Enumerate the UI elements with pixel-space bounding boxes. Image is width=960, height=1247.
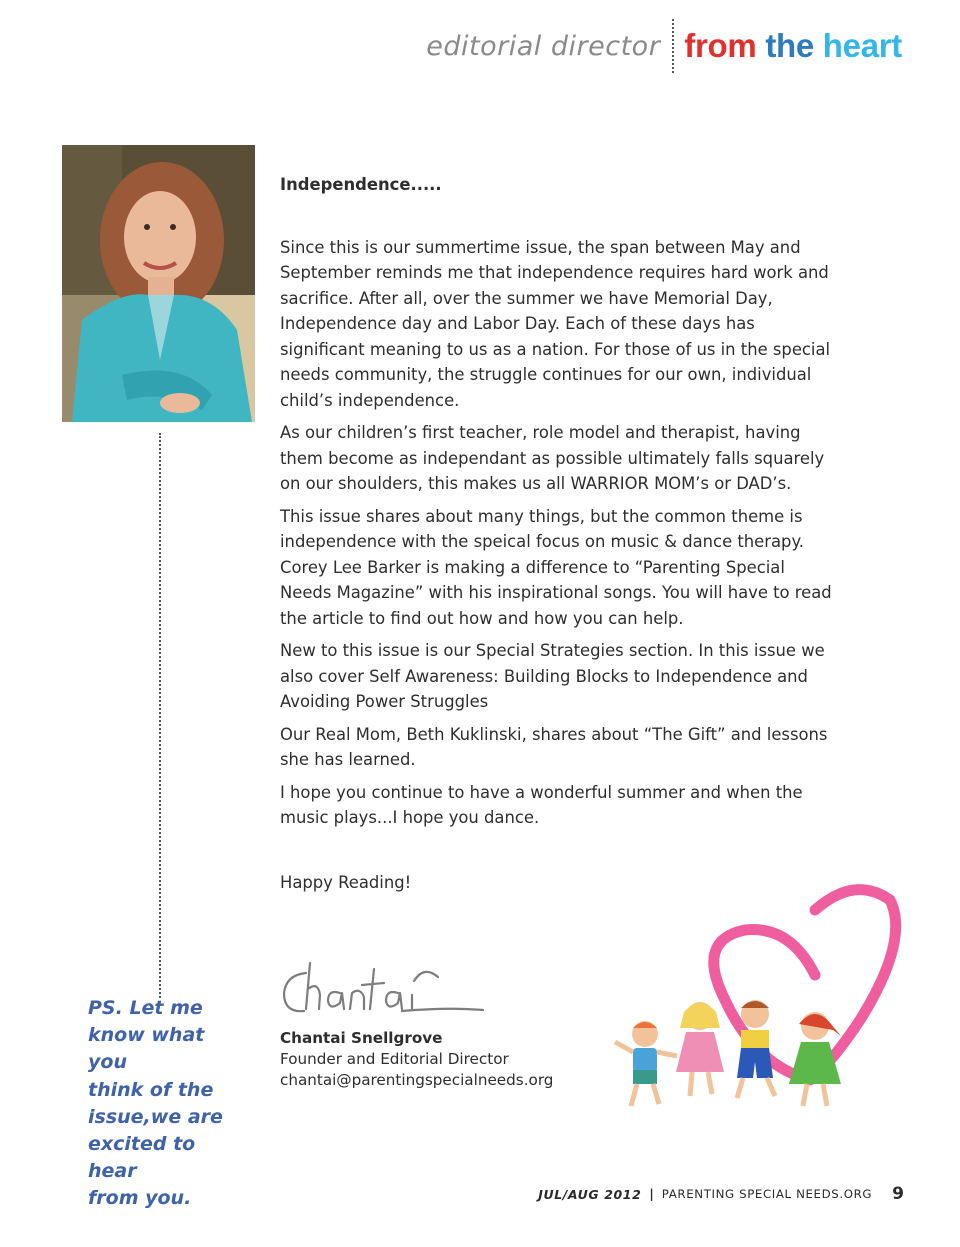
heart-children-illustration: [605, 880, 910, 1115]
publication-name: PARENTING SPECIAL NEEDS.ORG: [661, 1187, 873, 1201]
editor-photo: [62, 145, 255, 422]
closing-line: Happy Reading!: [280, 872, 412, 892]
article-paragraph: I hope you continue to have a wonderful summer and when the music plays...I hope you dance.: [280, 782, 803, 827]
header-divider: [672, 19, 674, 73]
footer-separator: |: [649, 1187, 654, 1201]
section-title: [684, 27, 902, 65]
signer-role: Founder and Editorial Director: [280, 1050, 509, 1068]
vertical-dotted-rule: [159, 433, 161, 998]
child-figure: [615, 1021, 677, 1106]
signer-name: Chantai Snellgrove: [280, 1029, 443, 1047]
child-figure: [676, 1002, 724, 1096]
article-body: [280, 172, 840, 902]
article-paragraph: Our Real Mom, Beth Kuklinski, shares about “The Gift” and lessons she has learned.: [280, 724, 828, 769]
title-word-the: the: [765, 27, 814, 64]
article-paragraph: Since this is our summertime issue, the span between May and September reminds me that independence requires hard work and sacrifice. After all, over the summer we have Memorial Day, Independence day and Labor Day. Each of these days has significant meaning to us as a nation. For those of us in the special needs community, the struggle continues for our own, individual child’s independence.: [280, 237, 831, 410]
article-paragraph: New to this issue is our Special Strategies section. In this issue we also cover Self Awareness: Building Blocks to Independence and Avoiding Power Struggles: [280, 641, 825, 711]
child-figure: [737, 1000, 775, 1098]
signature-block: [280, 1028, 553, 1091]
ps-note: PS. Let me know what you think of the issue,we are excited to hear from you.: [88, 997, 223, 1210]
article-heading: Independence.....: [280, 175, 442, 194]
page-number: 9: [892, 1184, 904, 1204]
page-footer: [538, 1184, 904, 1204]
article-paragraph: As our children’s first teacher, role model and therapist, having them become as independant as possible ultimately falls squarely on our shoulders, this makes us all WARRIOR MOM’s or DAD’s.: [280, 423, 825, 493]
article-paragraph: This issue shares about many things, but the common theme is independence with the speical focus on music & dance therapy. Corey Lee Barker is making a difference to “Parenting Special Needs Magazine” with his inspirational songs. You will have to read the article to find out how and how you can help.: [280, 506, 832, 628]
child-figure: [789, 1012, 841, 1106]
page-header: [426, 18, 902, 74]
issue-date: JUL/AUG 2012: [538, 1186, 642, 1202]
section-label: editorial director: [426, 30, 661, 62]
signer-email: chantai@parentingspecialneeds.org: [280, 1071, 554, 1089]
handwritten-signature: [278, 955, 498, 1025]
title-word-from: from: [684, 27, 757, 64]
title-word-heart: heart: [822, 27, 902, 64]
